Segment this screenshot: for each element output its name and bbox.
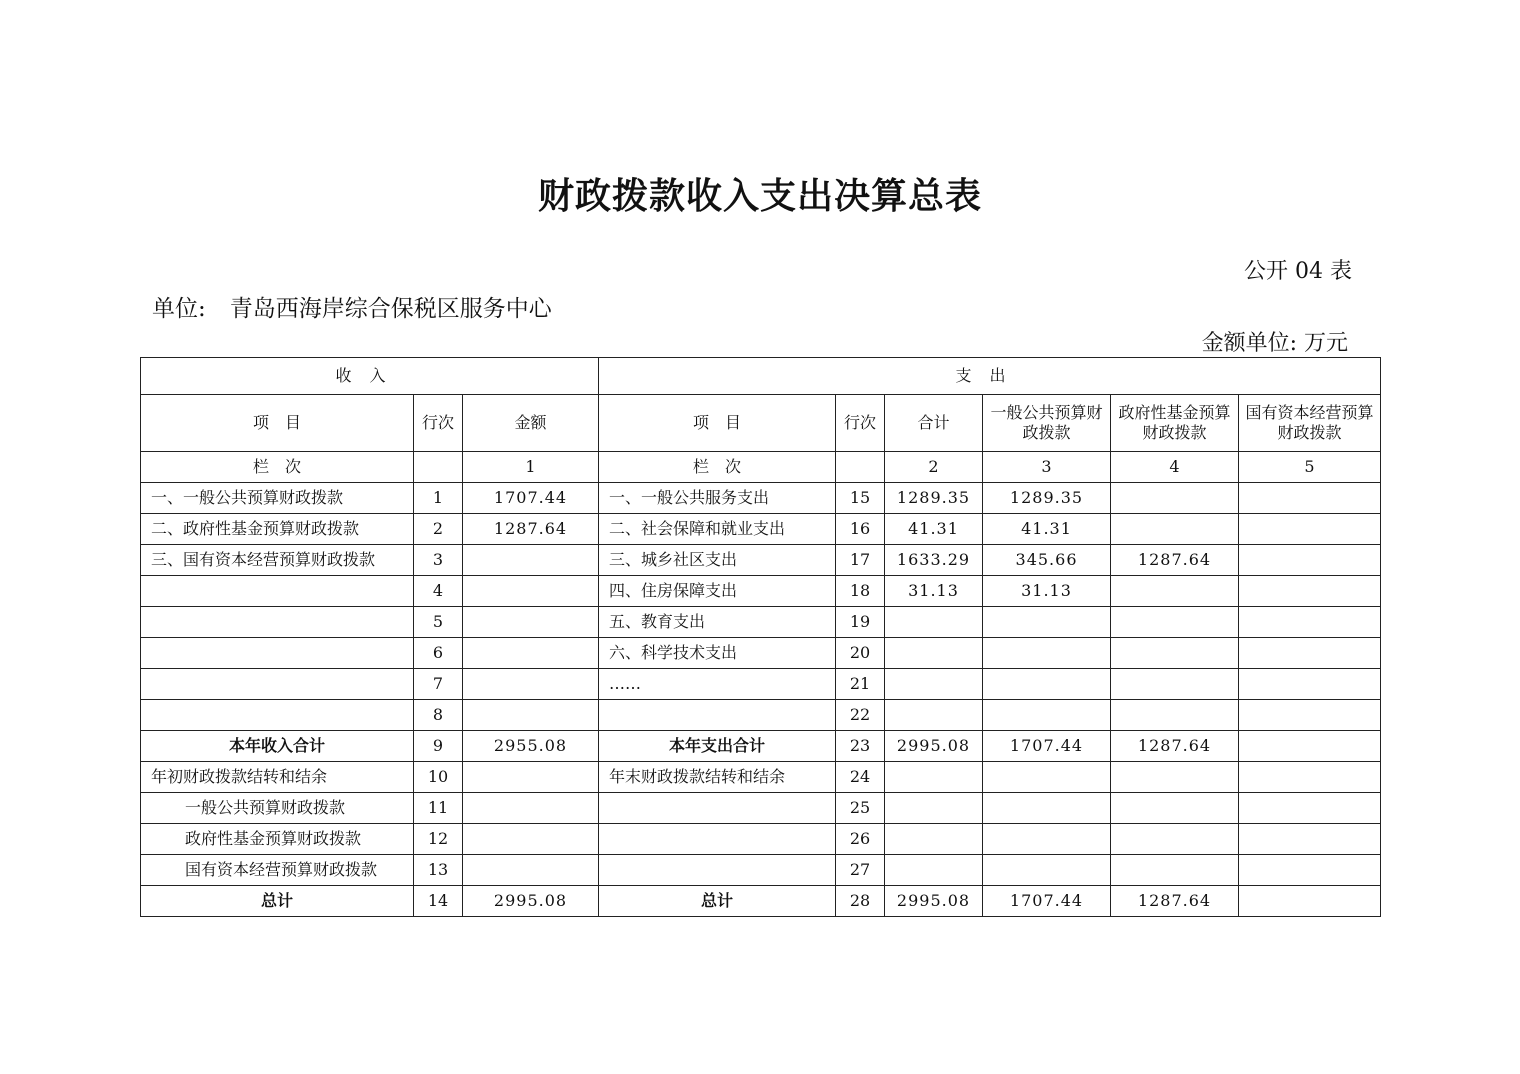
income-amount xyxy=(463,824,599,855)
general-amount: 1289.35 xyxy=(983,483,1111,514)
total-amount: 31.13 xyxy=(885,576,983,607)
general-amount xyxy=(983,638,1111,669)
income-item: 总计 xyxy=(141,886,414,917)
col-index-label: 栏 次 xyxy=(599,452,836,483)
expense-row-no: 16 xyxy=(836,514,885,545)
state-amount xyxy=(1239,545,1381,576)
income-row-no: 1 xyxy=(414,483,463,514)
expense-item xyxy=(599,700,836,731)
expense-row-no: 27 xyxy=(836,855,885,886)
expense-row-no: 24 xyxy=(836,762,885,793)
expense-row-no: 26 xyxy=(836,824,885,855)
col-state: 国有资本经营预算财政拨款 xyxy=(1239,395,1381,452)
total-amount xyxy=(885,793,983,824)
total-amount xyxy=(885,607,983,638)
expense-item: 年末财政拨款结转和结余 xyxy=(599,762,836,793)
income-item: 年初财政拨款结转和结余 xyxy=(141,762,414,793)
expense-row-no: 21 xyxy=(836,669,885,700)
income-item: 一般公共预算财政拨款 xyxy=(141,793,414,824)
col-index: 3 xyxy=(983,452,1111,483)
table-row xyxy=(141,545,1381,576)
income-amount xyxy=(463,855,599,886)
general-amount: 1707.44 xyxy=(983,731,1111,762)
income-row-no: 5 xyxy=(414,607,463,638)
column-header-row xyxy=(141,395,1381,452)
fund-amount: 1287.64 xyxy=(1111,886,1239,917)
table-row xyxy=(141,638,1381,669)
expense-item: 四、住房保障支出 xyxy=(599,576,836,607)
expense-row-no: 22 xyxy=(836,700,885,731)
col-index: 2 xyxy=(885,452,983,483)
general-amount xyxy=(983,762,1111,793)
expense-row-no: 19 xyxy=(836,607,885,638)
col-index: 4 xyxy=(1111,452,1239,483)
income-item xyxy=(141,607,414,638)
general-amount xyxy=(983,793,1111,824)
budget-table xyxy=(140,357,1381,917)
table-row xyxy=(141,762,1381,793)
table-row xyxy=(141,607,1381,638)
form-number: 公开 04 表 xyxy=(1244,259,1352,284)
col-index: 1 xyxy=(463,452,599,483)
col-index-label: 栏 次 xyxy=(141,452,414,483)
col-general: 一般公共预算财政拨款 xyxy=(983,395,1111,452)
general-amount: 31.13 xyxy=(983,576,1111,607)
fund-amount: 1287.64 xyxy=(1111,545,1239,576)
fund-amount xyxy=(1111,700,1239,731)
income-amount xyxy=(463,762,599,793)
fund-amount xyxy=(1111,483,1239,514)
fund-amount xyxy=(1111,762,1239,793)
income-row-no: 10 xyxy=(414,762,463,793)
total-amount xyxy=(885,762,983,793)
general-amount xyxy=(983,824,1111,855)
income-row-no: 12 xyxy=(414,824,463,855)
expense-item: …… xyxy=(599,669,836,700)
table-row xyxy=(141,731,1381,762)
income-row-no: 2 xyxy=(414,514,463,545)
income-amount: 2995.08 xyxy=(463,886,599,917)
col-income-row-no: 行次 xyxy=(414,395,463,452)
income-amount xyxy=(463,669,599,700)
expense-header: 支出 xyxy=(599,358,1381,395)
general-amount: 345.66 xyxy=(983,545,1111,576)
state-amount xyxy=(1239,762,1381,793)
state-amount xyxy=(1239,638,1381,669)
total-amount xyxy=(885,855,983,886)
income-header: 收入 xyxy=(141,358,599,395)
table-row xyxy=(141,669,1381,700)
state-amount xyxy=(1239,483,1381,514)
table-row xyxy=(141,576,1381,607)
page-title: 财政拨款收入支出决算总表 xyxy=(537,175,982,217)
state-amount xyxy=(1239,669,1381,700)
fund-amount xyxy=(1111,576,1239,607)
income-amount xyxy=(463,576,599,607)
expense-item xyxy=(599,793,836,824)
table-row xyxy=(141,824,1381,855)
column-index-row xyxy=(141,452,1381,483)
col-index-empty xyxy=(414,452,463,483)
expense-row-no: 20 xyxy=(836,638,885,669)
general-amount: 1707.44 xyxy=(983,886,1111,917)
general-amount: 41.31 xyxy=(983,514,1111,545)
fund-amount xyxy=(1111,638,1239,669)
state-amount xyxy=(1239,793,1381,824)
state-amount xyxy=(1239,731,1381,762)
income-row-no: 6 xyxy=(414,638,463,669)
table-row xyxy=(141,700,1381,731)
fund-amount xyxy=(1111,824,1239,855)
income-item: 二、政府性基金预算财政拨款 xyxy=(141,514,414,545)
income-item xyxy=(141,669,414,700)
unit-line xyxy=(152,290,552,323)
total-amount xyxy=(885,824,983,855)
total-amount xyxy=(885,700,983,731)
expense-row-no: 25 xyxy=(836,793,885,824)
general-amount xyxy=(983,669,1111,700)
income-row-no: 11 xyxy=(414,793,463,824)
income-amount xyxy=(463,793,599,824)
income-amount: 1707.44 xyxy=(463,483,599,514)
income-row-no: 7 xyxy=(414,669,463,700)
amount-unit: 金额单位: 万元 xyxy=(1201,331,1348,356)
income-row-no: 4 xyxy=(414,576,463,607)
general-amount xyxy=(983,700,1111,731)
unit-name: 青岛西海岸综合保税区服务中心 xyxy=(229,296,552,322)
income-item xyxy=(141,638,414,669)
fund-amount xyxy=(1111,793,1239,824)
total-amount: 1289.35 xyxy=(885,483,983,514)
fund-amount: 1287.64 xyxy=(1111,731,1239,762)
fund-amount xyxy=(1111,514,1239,545)
col-expense-row-no: 行次 xyxy=(836,395,885,452)
income-row-no: 8 xyxy=(414,700,463,731)
col-index: 5 xyxy=(1239,452,1381,483)
expense-row-no: 18 xyxy=(836,576,885,607)
general-amount xyxy=(983,607,1111,638)
total-amount: 41.31 xyxy=(885,514,983,545)
table-row xyxy=(141,514,1381,545)
expense-item: 五、教育支出 xyxy=(599,607,836,638)
expense-item: 六、科学技术支出 xyxy=(599,638,836,669)
income-item xyxy=(141,700,414,731)
col-expense-item: 项 目 xyxy=(599,395,836,452)
expense-row-no: 28 xyxy=(836,886,885,917)
expense-item xyxy=(599,824,836,855)
income-item xyxy=(141,576,414,607)
expense-item: 总计 xyxy=(599,886,836,917)
table-row xyxy=(141,483,1381,514)
income-amount xyxy=(463,545,599,576)
income-item: 三、国有资本经营预算财政拨款 xyxy=(141,545,414,576)
income-amount: 1287.64 xyxy=(463,514,599,545)
expense-row-no: 17 xyxy=(836,545,885,576)
table-row xyxy=(141,886,1381,917)
expense-item: 本年支出合计 xyxy=(599,731,836,762)
income-amount xyxy=(463,607,599,638)
total-amount: 1633.29 xyxy=(885,545,983,576)
income-amount xyxy=(463,700,599,731)
expense-row-no: 15 xyxy=(836,483,885,514)
col-index-empty xyxy=(836,452,885,483)
col-income-item: 项 目 xyxy=(141,395,414,452)
state-amount xyxy=(1239,576,1381,607)
state-amount xyxy=(1239,855,1381,886)
income-row-no: 13 xyxy=(414,855,463,886)
total-amount xyxy=(885,638,983,669)
expense-item: 二、社会保障和就业支出 xyxy=(599,514,836,545)
state-amount xyxy=(1239,824,1381,855)
table-row xyxy=(141,855,1381,886)
state-amount xyxy=(1239,607,1381,638)
col-fund: 政府性基金预算财政拨款 xyxy=(1111,395,1239,452)
income-row-no: 3 xyxy=(414,545,463,576)
income-row-no: 14 xyxy=(414,886,463,917)
income-row-no: 9 xyxy=(414,731,463,762)
fund-amount xyxy=(1111,669,1239,700)
unit-label: 单位: xyxy=(152,296,206,322)
expense-item: 一、一般公共服务支出 xyxy=(599,483,836,514)
table-row xyxy=(141,793,1381,824)
income-item: 一、一般公共预算财政拨款 xyxy=(141,483,414,514)
income-item: 本年收入合计 xyxy=(141,731,414,762)
state-amount xyxy=(1239,886,1381,917)
income-amount: 2955.08 xyxy=(463,731,599,762)
state-amount xyxy=(1239,514,1381,545)
income-amount xyxy=(463,638,599,669)
total-amount: 2995.08 xyxy=(885,731,983,762)
income-item: 政府性基金预算财政拨款 xyxy=(141,824,414,855)
col-income-amount: 金额 xyxy=(463,395,599,452)
total-amount: 2995.08 xyxy=(885,886,983,917)
expense-item: 三、城乡社区支出 xyxy=(599,545,836,576)
state-amount xyxy=(1239,700,1381,731)
fund-amount xyxy=(1111,855,1239,886)
total-amount xyxy=(885,669,983,700)
col-total: 合计 xyxy=(885,395,983,452)
income-item: 国有资本经营预算财政拨款 xyxy=(141,855,414,886)
general-amount xyxy=(983,855,1111,886)
fund-amount xyxy=(1111,607,1239,638)
section-header-row xyxy=(141,358,1381,395)
expense-row-no: 23 xyxy=(836,731,885,762)
expense-item xyxy=(599,855,836,886)
